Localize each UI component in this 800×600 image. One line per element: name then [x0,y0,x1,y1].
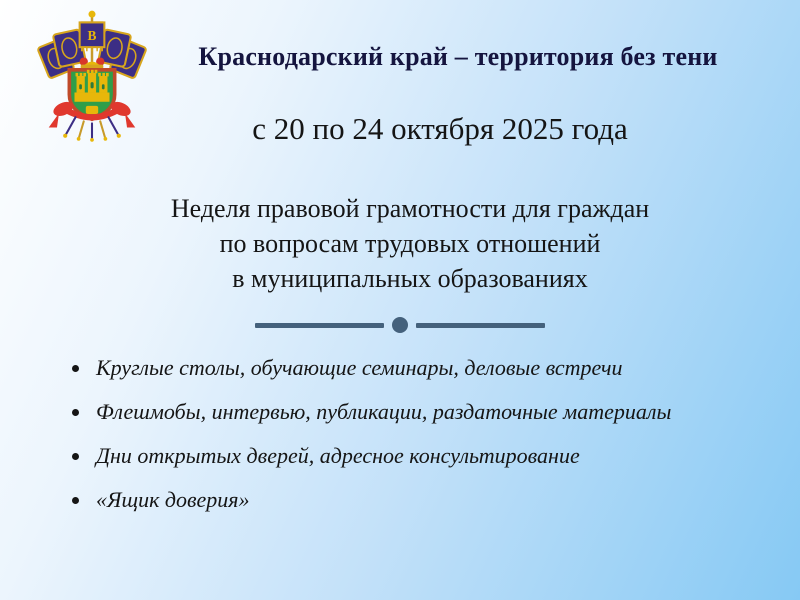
list-item [72,390,762,434]
list-item [72,434,762,478]
bullet-icon [72,497,79,504]
list-item [72,478,762,522]
subtitle-line: Неделя правовой грамотности для граждан [170,194,650,223]
bullet-text: «Ящик доверия» [96,487,250,512]
bullet-icon [72,409,79,416]
banner-cypher-letter: В [87,27,97,43]
divider-line-right [416,323,545,328]
bullet-list [72,346,762,522]
page-title: Краснодарский край – территория без тени [198,42,718,71]
bullet-text: Круглые столы, обучающие семинары, деловые встречи [96,355,623,380]
list-item [72,346,762,390]
subtitle-line: в муниципальных образованиях [232,264,588,293]
divider [0,317,800,333]
bullet-icon [72,365,79,372]
bullet-icon [72,453,79,460]
subtitle-block [20,191,800,296]
date-line: с 20 по 24 октября 2025 года [252,111,628,146]
bullet-text: Флешмобы, интервью, публикации, раздаточные материалы [96,399,672,424]
divider-dot-icon [392,317,408,333]
divider-line-left [255,323,384,328]
bullet-text: Дни открытых дверей, адресное консультирование [96,443,580,468]
subtitle-line: по вопросам трудовых отношений [219,229,601,258]
